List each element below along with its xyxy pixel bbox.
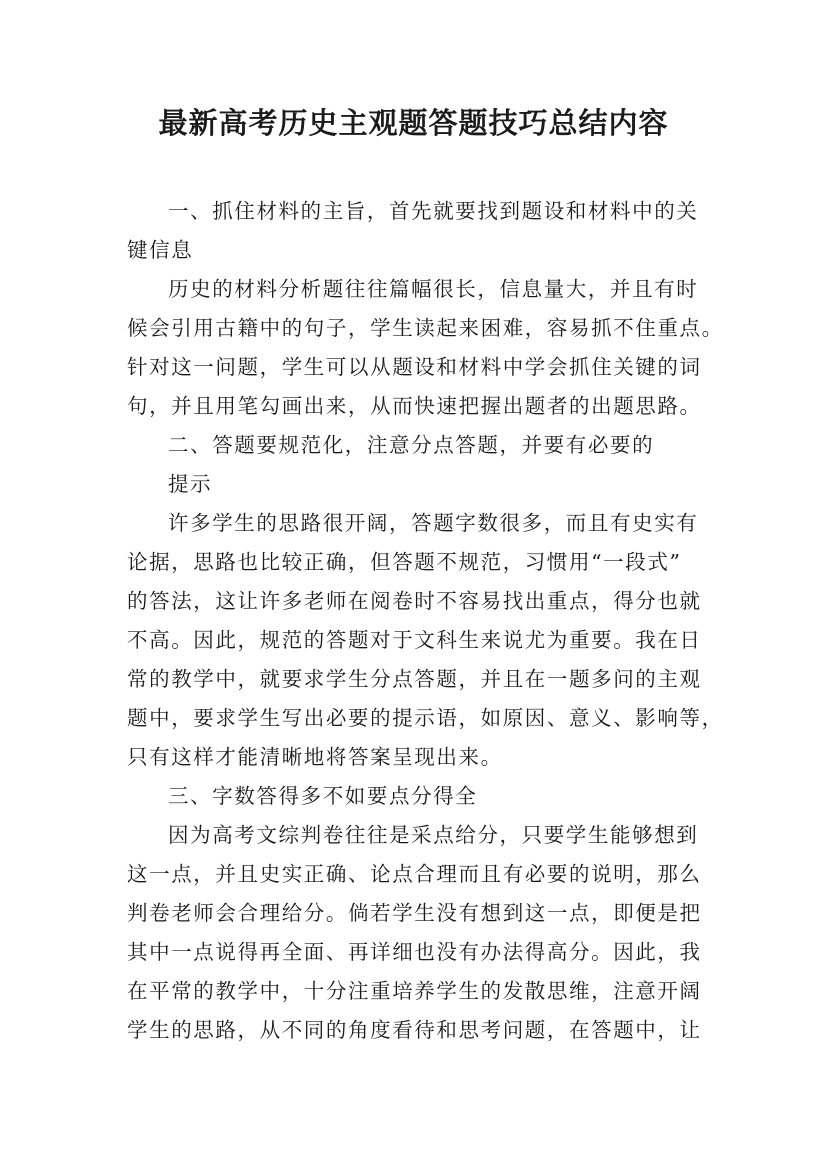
paragraph-2-line-2: 论据，思路也比较正确，但答题不规范，习惯用“一段式” [127, 550, 682, 574]
section-1-heading-line-1: 一、抓住材料的主旨，首先就要找到题设和材料中的关 [168, 199, 699, 223]
paragraph-2-line-5: 常的教学中，就要求学生分点答题，并且在一题多问的主观 [127, 667, 702, 691]
paragraph-3-line-1: 因为高考文综判卷往往是采点给分，只要学生能够想到 [168, 823, 699, 847]
document-title: 最新高考历史主观题答题技巧总结内容 [158, 106, 669, 140]
section-2-heading-line-1: 二、答题要规范化，注意分点答题，并要有必要的 [168, 433, 655, 457]
paragraph-3-line-6: 学生的思路，从不同的角度看待和思考问题，在答题中，让 [127, 1018, 702, 1042]
paragraph-3-line-2: 这一点，并且史实正确、论点合理而且有必要的说明，那么 [127, 862, 702, 886]
section-3-heading: 三、字数答得多不如要点分得全 [168, 784, 478, 808]
paragraph-1-line-4: 句，并且用笔勾画出来，从而快速把握出题者的出题思路。 [127, 394, 702, 418]
paragraph-1-line-2: 候会引用古籍中的句子，学生读起来困难，容易抓不住重点。 [127, 316, 724, 340]
paragraph-2-line-4: 不高。因此，规范的答题对于文科生来说尤为重要。我在日 [127, 628, 702, 652]
paragraph-1-line-3: 针对这一问题，学生可以从题设和材料中学会抓住关键的词 [127, 355, 702, 379]
section-2-heading-line-2: 提示 [168, 472, 213, 496]
paragraph-2-line-7: 只有这样才能清晰地将答案呈现出来。 [127, 745, 503, 769]
paragraph-2-line-6: 题中，要求学生写出必要的提示语，如原因、意义、影响等， [127, 706, 724, 730]
paragraph-2-line-1: 许多学生的思路很开阔，答题字数很多，而且有史实有 [168, 511, 699, 535]
paragraph-1-line-1: 历史的材料分析题往往篇幅很长，信息量大，并且有时 [168, 277, 699, 301]
paragraph-3-line-5: 在平常的教学中，十分注重培养学生的发散思维，注意开阔 [127, 979, 702, 1003]
paragraph-3-line-3: 判卷老师会合理给分。倘若学生没有想到这一点，即便是把 [127, 901, 702, 925]
paragraph-3-line-4: 其中一点说得再全面、再详细也没有办法得高分。因此，我 [127, 940, 702, 964]
paragraph-2-line-3: 的答法，这让许多老师在阅卷时不容易找出重点，得分也就 [127, 589, 702, 613]
section-1-heading-line-2: 键信息 [127, 238, 194, 262]
